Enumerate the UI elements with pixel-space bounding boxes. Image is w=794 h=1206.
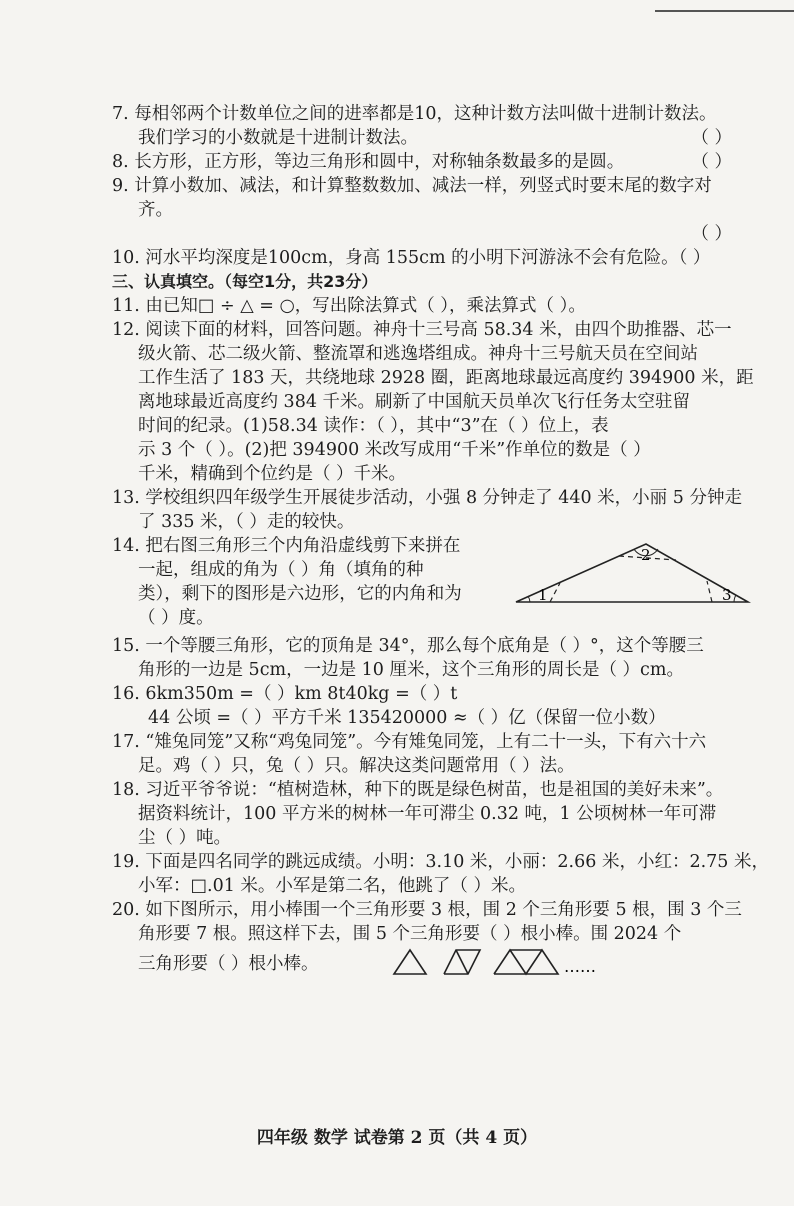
q20-line: 20. 如下图所示，用小棒围一个三角形要 3 根，围 2 个三角形要 5 根，围 3 个三 [112,900,742,920]
question-11: 11. 由已知□ ÷ △ = ○，写出除法算式（ ），乘法算式（ ）。 [112,296,586,316]
question-17 [112,730,772,778]
q16-line: 16. 6km350m =（ ）km 8t40kg =（ ）t [112,684,458,704]
q9-line1: 9. 计算小数加、减法，和计算整数数加、减法一样，列竖式时要末尾的数字对 [112,176,712,196]
q18-line: 据资料统计，100 平方米的树林一年可滞尘 0.32 吨，1 公顷树林一年可滞 [138,804,717,824]
triangle-outline [516,544,748,602]
q19-line: 小军：□.01 米。小军是第二名，他跳了（ ）米。 [138,876,526,896]
question-19 [112,850,772,898]
triangle-figure [512,538,752,608]
cut-line-3 [707,581,712,602]
section-3-heading: 三、认真填空。（每空1分，共23分） [112,272,378,291]
q16-line: 44 公顷 =（ ）平方千米 135420000 ≈（ ）亿（保留一位小数） [148,708,666,728]
q12-line: 级火箭、芯二级火箭、整流罩和逃逸塔组成。神舟十三号航天员在空间站 [138,344,698,364]
question-10: 10. 河水平均深度是100cm，身高 155cm 的小明下河游泳不会有危险。（ ） [112,248,711,268]
question-12 [112,318,772,486]
angle-label-2: 2 [641,546,651,564]
top-rule [655,10,794,12]
q12-line: 工作生活了 183 天，共绕地球 2928 圈，距离地球最远高度约 394900 米，距 [138,368,754,388]
stick-triangles-figure [390,946,620,978]
exam-page [112,102,772,978]
angle-arc-1 [528,596,530,602]
one-triangle [394,950,426,974]
q12-line: 离地球最近高度约 384 千米。刷新了中国航天员单次飞行任务太空驻留 [138,392,691,412]
q8-answer-paren[interactable]: （ ） [691,152,732,172]
question-8 [112,150,772,174]
q7-line1: 7. 每相邻两个计数单位之间的进率都是10，这种计数方法叫做十进制计数法。 [112,104,717,124]
question-13 [112,486,772,534]
q20-line: 角形要 7 根。照这样下去，围 5 个三角形要（ ）根小棒。围 2024 个 [138,924,682,944]
q20-line: 三角形要（ ）根小棒。 [138,954,319,974]
angle-arc-3 [734,595,736,602]
q13-line: 了 335 米，（ ）走的较快。 [138,512,355,532]
q9-line2: 齐。 [138,200,173,220]
question-16 [112,682,772,730]
question-18 [112,778,772,850]
q17-line: 17. “雉兔同笼”又称“鸡兔同笼”。今有雉兔同笼，上有二十一头，下有六十六 [112,732,707,752]
q14-line: 类），剩下的图形是六边形，它的内角和为 [138,584,462,604]
q12-line: 12. 阅读下面的材料，回答问题。神舟十三号高 58.34 米，由四个助推器、芯一 [112,320,732,340]
q15-line: 角形的一边是 5cm，一边是 10 厘米，这个三角形的周长是（ ）cm。 [138,660,684,680]
q7-answer-paren[interactable]: （ ） [691,128,732,148]
q12-line: 千米，精确到个位约是（ ）千米。 [138,464,407,484]
question-9 [112,174,772,246]
q14-line: 一起，组成的角为（ ）角（填角的种 [138,560,424,580]
question-20 [112,898,772,978]
q8-text: 8. 长方形，正方形，等边三角形和圆中，对称轴条数最多的是圆。 [112,152,625,172]
q7-line2: 我们学习的小数就是十进制计数法。 [138,128,418,148]
ellipsis: …… [564,957,596,976]
q14-line: 14. 把右图三角形三个内角沿虚线剪下来拼在 [112,536,461,556]
q12-line: 时间的纪录。(1)58.34 读作：（ ），其中“3”在（ ）位上，表 [138,416,609,436]
q13-line: 13. 学校组织四年级学生开展徒步活动，小强 8 分钟走了 440 米，小丽 5 分钟走 [112,488,742,508]
q19-line: 19. 下面是四名同学的跳远成绩。小明：3.10 米，小丽：2.66 米，小红：2.75 米， [112,852,769,872]
page-footer: 四年级 数学 试卷第 2 页（共 4 页） [256,1128,538,1148]
question-14 [112,534,772,630]
q15-line: 15. 一个等腰三角形，它的顶角是 34°，那么每个底角是（ ）°，这个等腰三 [112,636,704,656]
angle-label-1: 1 [538,586,548,604]
angle-label-3: 3 [722,586,732,604]
q14-line: （ ）度。 [138,608,214,628]
q17-line: 足。鸡（ ）只，兔（ ）只。解决这类问题常用（ ）法。 [138,756,575,776]
q18-line: 18. 习近平爷爷说：“植树造林，种下的既是绿色树苗，也是祖国的美好未来”。 [112,780,724,800]
question-7 [112,102,772,150]
q12-line: 示 3 个（ ）。(2)把 394900 米改写成用“千米”作单位的数是（ ） [138,440,651,460]
q18-line: 尘（ ）吨。 [138,828,232,848]
three-triangles [494,950,558,974]
q9-answer-paren[interactable]: （ ） [691,224,732,244]
question-15 [112,634,772,682]
